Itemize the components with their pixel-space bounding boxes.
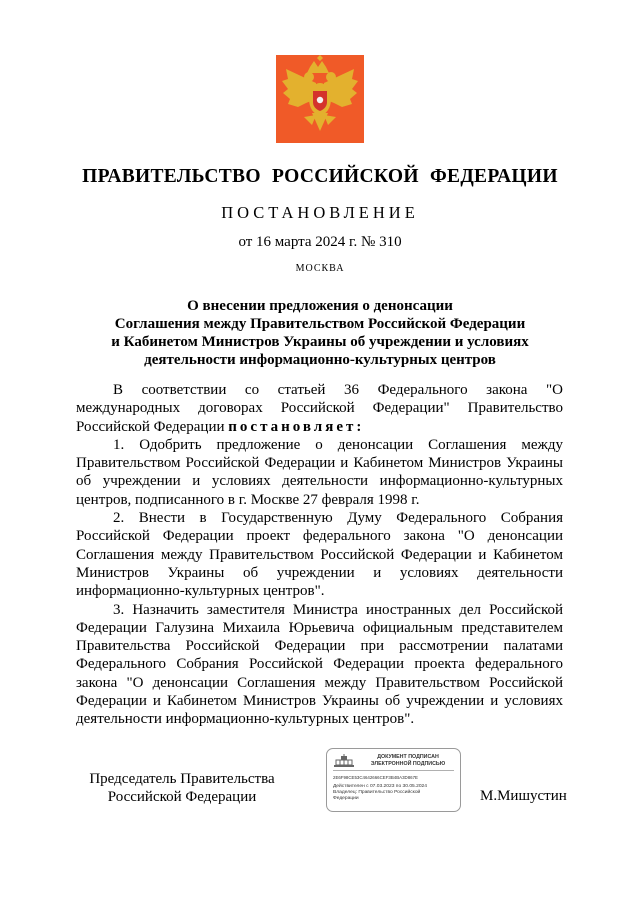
electronic-signature-stamp (326, 748, 461, 812)
city-name: МОСКВА (295, 263, 345, 274)
stamp-heading-line: ДОКУМЕНТ ПОДПИСАН (377, 754, 439, 760)
title-line: Соглашения между Правительством Российской Федерации (114, 316, 526, 332)
coat-of-arms-emblem (276, 55, 364, 143)
title-line: О внесении предложения о денонсации (187, 298, 453, 314)
document-type: ПОСТАНОВЛЕНИЕ (221, 203, 419, 222)
document-title (0, 297, 640, 369)
owner-line: Федерации (333, 796, 359, 801)
government-name: ПРАВИТЕЛЬСТВО РОССИЙСКОЙ ФЕДЕРАЦИИ (82, 166, 558, 187)
preamble-text: В соответствии со статьей 36 Федерального закона "О международных договорах Российской Федерации" Правительство Российской Федерации (76, 382, 563, 435)
decree-item-1: 1. Одобрить предложение о денонсации Соглашения между Правительством Российской Федерации и Кабинетом Министров Украины об учреждении и условиях деятельности информационно-культурных центров, подписанного в г. Москве 27 февраля 1998 г. (76, 436, 563, 508)
title-line: и Кабинетом Министров Украины об учреждении и условиях (111, 334, 529, 350)
stamp-heading (359, 754, 457, 767)
title-line: деятельности информационно-культурных центров (144, 352, 496, 368)
stamp-heading-line: ЭЛЕКТРОННОЙ ПОДПИСЬЮ (370, 760, 446, 767)
decree-item-3: 3. Назначить заместителя Министра иностранных дел Российской Федерации Галузина Михаила Юрьевича официальным представителем Правительства Российской Федерации при рассмотрении палатами Федерального Собрания Российской Федерации проекта федерального закона "О денонсации Соглашения между Правительством Российской Федерации и Кабинетом Министров Украины об учреждении и условиях деятельности информационно-культурных центров". (76, 601, 563, 728)
stamp-validity (333, 784, 427, 802)
stamp-divider (333, 770, 454, 771)
signatory-name: М.Мишустин (480, 788, 567, 804)
signatory-position (76, 770, 288, 806)
government-building-icon (333, 754, 355, 768)
document-body (76, 381, 563, 729)
validity-period: Действителен с 07.03.2023 по 30.05.2024 (333, 784, 427, 789)
decrees-word: постановляет: (228, 418, 365, 435)
preamble-paragraph (76, 381, 563, 436)
owner-line: Владелец: Правительство Российской (333, 790, 421, 795)
document-date-number: от 16 марта 2024 г. № 310 (238, 234, 402, 250)
decree-item-2: 2. Внести в Государственную Думу Федерального Собрания Российской Федерации проект федерального закона "О денонсации Соглашения между Правительством Российской Федерации и Кабинетом Министров Украины об учреждении и условиях деятельности информационно-культурных центров". (76, 510, 563, 600)
certificate-number: 2E6F98CE53C4642666CEF3B4BA3D867E (333, 775, 418, 780)
position-line: Председатель Правительства (89, 771, 275, 787)
position-line: Российской Федерации (107, 789, 257, 805)
